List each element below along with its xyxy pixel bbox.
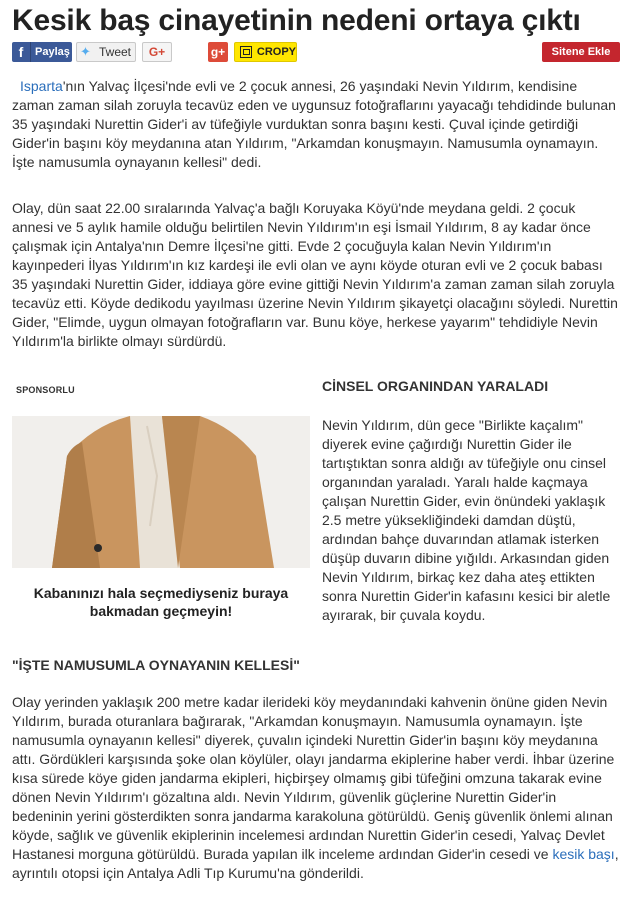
crop-icon [240, 46, 252, 58]
kesik-basi-link[interactable]: kesik başı [552, 846, 615, 862]
sponsor-caption[interactable]: Kabanınızı hala seçmediyseniz buraya bakmadan geçmeyin! [33, 585, 289, 619]
subhead-cinsel: CİNSEL ORGANINDAN YARALADI [322, 378, 549, 394]
subhead-kelle: "İŞTE NAMUSUMLA OYNAYANIN KELLESİ" [12, 657, 300, 673]
sponsored-ad[interactable] [12, 382, 310, 620]
gplus-small-button[interactable]: g+ [208, 42, 228, 62]
site-add-button[interactable]: Sitene Ekle [542, 42, 620, 62]
twitter-bird-icon: ✦ [80, 44, 91, 59]
gplus-share-button[interactable]: G+ [142, 42, 172, 62]
tweet-button[interactable] [76, 42, 136, 62]
share-bar [12, 42, 620, 64]
isparta-link[interactable]: Isparta [20, 78, 63, 94]
facebook-icon: f [12, 42, 31, 62]
paragraph-4-text: Olay yerinden yaklaşık 200 metre kadar ilerideki köy meydanındaki kahvenin önüne giden Nevin Yıldırım, burada oturanlara bağırarak, "Arkamdan konuşmayın. Namusumla oynamayın. İşte namusumla oynayanın kellesi" diyerek, çuvalın içindeki Nurettin Gider'in başını köy meydanına attı. Gördükleri karşısında şoke olan köylüler, olayı jandarma ekiplerine haber verdi. İhbar üzerine kısa sürede köye giden jandarma ekipleri, hiçbirşey olmamış gibi tüfeğini omzuna takarak evine dönen Nevin Yıldırım'ı gözaltına aldı. Nevin Yıldırım, güvenlik güçlerine Nurettin Gider'in bedeninin yerini gösterdikten sonra jandarma karakoluna götürüldü. Geniş güvenlik önlemi alınan köyde, sağlık ve güvenlik ekiplerinin incelemesi ardından Nurettin Gider'in cesedi, Yalvaç Devlet Hastanesi morguna götürüldü. Burada yapılan ilk inceleme ardından Gider'in cesedi ve [12, 694, 615, 862]
paragraph-2: Olay, dün saat 22.00 sıralarında Yalvaç'a bağlı Koruyaka Köyü'nde meydana geldi. 2 çocuk annesi ve 5 aylık hamile olduğu belirtilen Nevin Yıldırım'ın eşi İsmail Yıldırım, 8 ay kadar önce çalışmak için Antalya'nın Demre İlçesi'ne gitti. Evde 2 çocuğuyla kalan Nevin Yıldırım'ın kayınpederi İlyas Yıldırım'ın kız kardeşi ile evli olan ve aynı köyde oturan evli ve 2 çocuk babası 35 yaşındaki Nurettin Gider, iddiaya göre evine gittiği Nevin Yıldırım'a zaman zaman silah zoruyla tecavüz etti. Köyde dedikodu yayılması üzerine Nevin Yıldırım şikayetçi olacağını söyledi. Nurettin Gider, "Elimde, uygun olmayan fotoğrafların var. Bunu köye, herkese yayarım" tehdidiyle Nevin Yıldırım'la birlikte olmayı sürdürdü. [12, 200, 618, 349]
cropy-label: CROPY [256, 46, 296, 58]
facebook-share-label: Paylaş [35, 46, 70, 58]
article-title: Kesik baş cinayetinin nedeni ortaya çıktı [12, 4, 581, 37]
paragraph-4-end: , ayrıntılı otopsi için Antalya Adli Tıp Kurumu'na gönderildi. [12, 846, 619, 881]
paragraph-1 [12, 77, 620, 172]
coat-photo[interactable] [12, 416, 310, 568]
facebook-share-button[interactable] [12, 42, 72, 62]
tweet-label: Tweet [99, 45, 132, 59]
paragraph-4 [12, 693, 620, 883]
paragraph-1-text: 'nın Yalvaç İlçesi'nde evli ve 2 çocuk annesi, 26 yaşındaki Nevin Yıldırım, kendisine zaman zaman silah zoruyla tecavüz eden ve uygunsuz fotoğraflarını yayacağı tehdidinde bulunan 35 yaşındaki Nurettin Gider'i av tüfeğiyle vurduktan sonra başını kesti. Çuval içinde getirdiği Gider'in başını köy meydanına atan Yıldırım, "Arkamdan konuşmayın. Namusumla oynamayın. İşte namusumla oynayanın kellesi" dedi. [12, 78, 616, 170]
sponsor-label: SPONSORLU [16, 385, 75, 395]
coat-photo-art [12, 416, 310, 568]
cropy-button[interactable] [234, 42, 297, 62]
paragraph-3: Nevin Yıldırım, dün gece "Birlikte kaçalım" diyerek evine çağırdığı Nurettin Gider ile tartıştıktan sonra aldığı av tüfeğiyle onu cinsel organından yaraladı. Yaralı halde kaçmaya çalışan Nurettin Gider, evin önündeki yaklaşık 2.5 metre yüksekliğindeki damdan düştü, ardından bahçe duvarından atlamak isterken düşüp duvarın dibine yığıldı. Arkasından giden Nevin Yıldırım, birkaç kez daha ateş ettikten sonra Nurettin Gider'in kafasını kesici bir aletle ayırarak, bir çuvala koydu. [322, 417, 611, 623]
